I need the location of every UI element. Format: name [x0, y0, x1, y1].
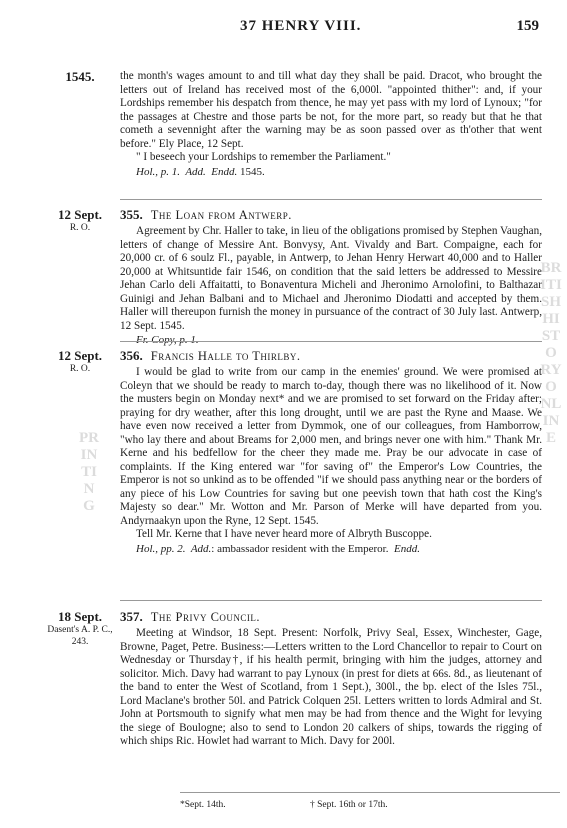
entry-357 — [120, 609, 542, 749]
ref-endd: Endd. — [393, 542, 420, 555]
entry-number: 356. — [120, 348, 143, 363]
entry-reference: Fr. Copy, p. 1. — [136, 334, 199, 346]
running-head — [0, 18, 567, 40]
footnote-divider — [180, 792, 560, 793]
entry-margin-356 — [40, 348, 120, 375]
entry-body — [120, 225, 542, 333]
divider — [120, 600, 542, 601]
continuation-paragraph: the month's wages amount to and till what day they shall be paid. Dracot, who brought the letters out of Ireland has received most of the 6,000l. "appointed thither": and, if your Lordships remember his despatch from thence, he may yet pass with my lord of Lynoux; "for the passages at Chestre and those parts be not, for the more part, so ready but that he that cometh a sevennight after the warning may be as soon passed over as th'other that went before." Ely Place, 12 Sept. — [120, 70, 542, 150]
entry-356 — [120, 348, 542, 556]
entry-heading — [120, 348, 542, 364]
continuation-reference — [136, 166, 542, 180]
entry-paragraph: I would be glad to write from our camp in the enemies' ground. We were promised at Coleyn that we should be ready to march to-day, though there was no likelihood of it. Now the musters begin on Monday next* and we are promised to set forward on the Friday after; praying for dry weather, after this long drought, until we are past the Ryne and Maase. We have even now received a letter from Dymmok, one of our colleagues, from Hamborrow, "who lay there and about Breams for 2,000 men, and brings never one with him." Thank Mr. Kerne and his bedfellow for the cheer they made me. Pray be our advocate in case of complaints. If the King entered war "for saving of" the Emperor's Low Countries, the Emperor is not so unkind as to be offended "if we should pass anything near or the borders of any piece of his Low Countries for saving but one peevish town that hath cost the King's Majesty so dear." Mr. Wotton and Mr. Parson of Merke will have departed from you. Andyrnaakyn upon the Ryne, 12 Sept. 1545. — [120, 366, 542, 527]
ref-add: Add. — [190, 542, 212, 555]
page-number: 159 — [516, 18, 539, 34]
footnote: *Sept. 14th. — [180, 800, 226, 810]
divider — [120, 199, 542, 200]
entry-355 — [120, 207, 542, 348]
entry-source: Dasent's A. P. C., 243. — [47, 625, 113, 647]
running-head-title: 37 HENRY VIII. — [240, 18, 362, 34]
entry-paragraph: Meeting at Windsor, 18 Sept. Present: Norfolk, Privy Seal, Essex, Winchester, Gage, Browne, Paget, Petre. Business:—Letters written to the Lord Chancellor to repair to Court on Wednesday or Thursday†, if his health permit, bringing with him the judges, attorney and solicitor. Mich. Davy had warrant to pay Lynoux (in prest for diets at 66s. 8d., as lieutenant of the band to enter the West of Scotland, from 1 Sept.), 300l., the bp. elect of the Isles 75l., Lord Maclane's brother 50l. and Patrick Colquen 25l. Letters written to lords Admiral and St. John at Portsmouth to signify what men may be had from thence and the Wight for levying the siege of Boulogne; also to send to London 20 calkers of ships, towards the rigging of which ships Ric. Howlet had warrant to Mich. Davy for 200l. — [120, 627, 542, 747]
year-margin: 1545. — [65, 69, 95, 84]
ref-hol: Hol., pp. 2. — [136, 542, 186, 555]
entry-source: R. O. — [69, 364, 91, 374]
continuation-paragraph: " I beseech your Lordships to remember the Parliament." — [136, 151, 391, 163]
entry-margin-355 — [40, 207, 120, 234]
ref-add-text: : ambassador resident with the Emperor. — [211, 542, 389, 555]
entry-paragraph: Tell Mr. Kerne that I have never heard more of Albryth Buscoppe. — [136, 528, 432, 540]
footnote: † Sept. 16th or 17th. — [310, 800, 388, 810]
entry-source: R. O. — [69, 223, 91, 233]
continuation-text — [120, 70, 542, 179]
ref-year: 1545. — [240, 165, 265, 178]
watermark-left: PRINTING — [79, 430, 99, 514]
entry-number: 355. — [120, 207, 143, 222]
entry-margin-357 — [40, 609, 120, 648]
divider — [120, 341, 542, 342]
ref-endd: Endd. — [211, 165, 238, 178]
entry-title: The Loan from Antwerp. — [150, 208, 292, 222]
ref-add: Add. — [185, 165, 206, 178]
entry-date: 18 Sept. — [57, 609, 103, 624]
entry-title: The Privy Council. — [150, 610, 261, 624]
entry-body — [120, 627, 542, 749]
entry-body — [120, 366, 542, 542]
entry-title: Francis Halle to Thirlby. — [150, 349, 301, 363]
entry-number: 357. — [120, 609, 143, 624]
entry-heading — [120, 609, 542, 625]
entry-heading — [120, 207, 542, 223]
entry-reference — [136, 543, 542, 557]
entry-date: 12 Sept. — [57, 348, 103, 363]
entry-paragraph: Agreement by Chr. Haller to take, in lieu of the obligations promised by Stephen Vaughan, letters of change of Messire Ant. Bonvysy, Ant. Vivaldy and Bart. Compaigne, each for 20,000 cr. of 6 soulz Fl., payable, in Antwerp, to Jehan Henry Herwart 40,000 and to Haller 20,000 at Whitsuntide fair 1546, on condition that the said letters be addressed to Messire Jehan Carlo deli Affaitatti, to Bonaventura Micheli and Jheronimo Arnolofini, to Balthazar Guinigi and Jehan Balbani and to Michael and Jheronimo Diodatti and accepted by them. Haller will thereupon furnish the money in pursuance of the contract of 30 July last. Antwerp, 12 Sept. 1545. — [120, 225, 542, 332]
entry-date: 12 Sept. — [57, 207, 103, 222]
watermark-right: BRITISH HISTORY ONLINE — [540, 260, 562, 446]
ref-hol: Hol., p. 1. — [136, 165, 180, 178]
